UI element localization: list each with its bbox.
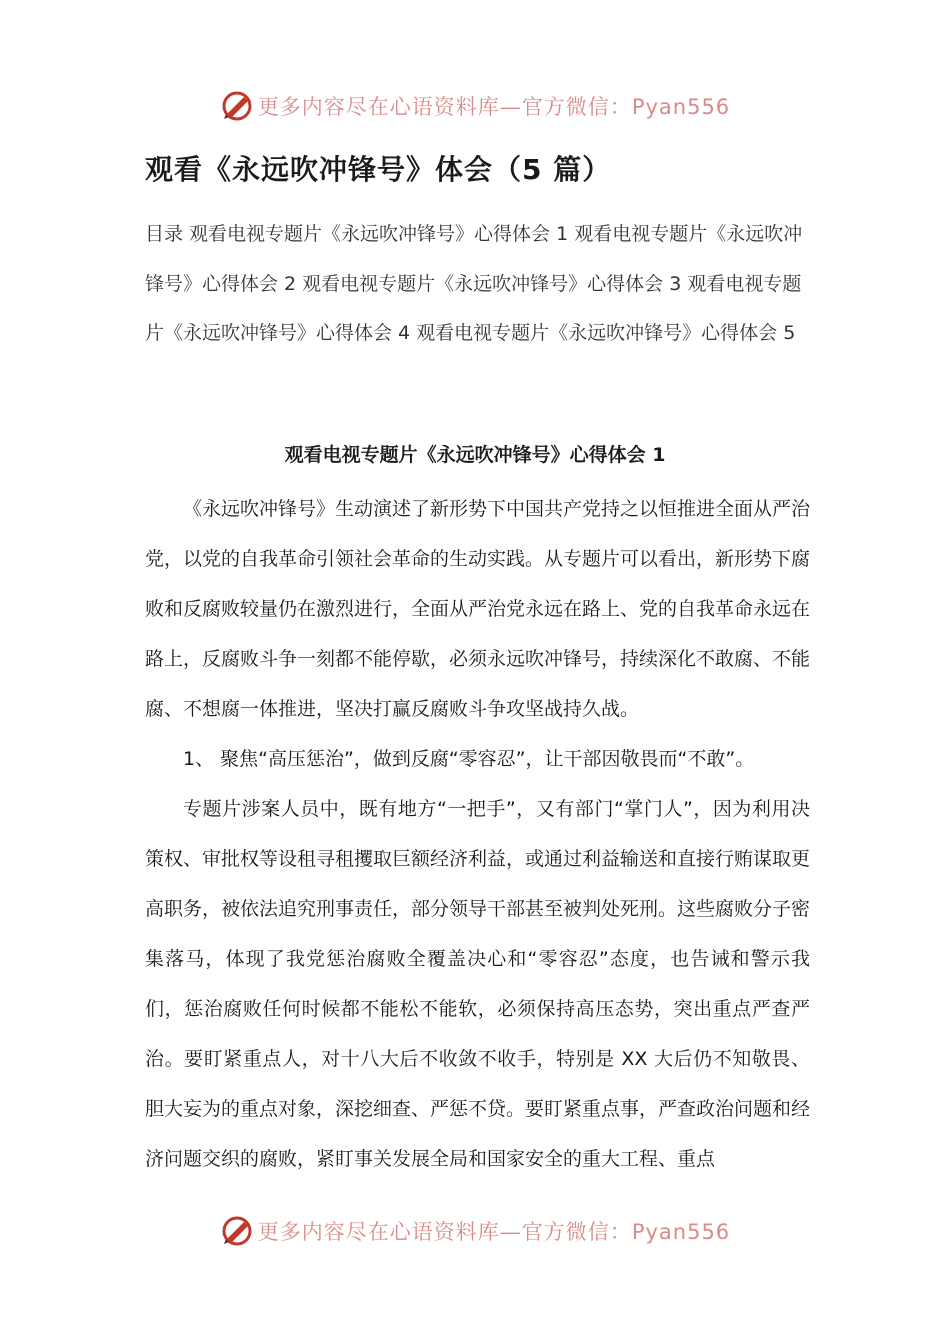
paragraph: 专题片涉案人员中，既有地方“一把手”，又有部门“掌门人”，因为利用决策权、审批权等设租寻租攫取巨额经济利益，或通过利益输送和直接行贿谋取更高职务，被依法追究刑事责任，部分领导干部甚至被判处死刑。这些腐败分子密集落马，体现了我党惩治腐败全覆盖决心和“零容忍”态度，也告诫和警示我们，惩治腐败任何时候都不能松不能软，必须保持高压态势，突出重点严查严治。要盯紧重点人，对十八大后不收敛不收手，特别是 XX 大后仍不知敬畏、胆大妄为的重点对象，深挖细查、严惩不贷。要盯紧重点事，严查政治问题和经济问题交织的腐败，紧盯事关发展全局和国家安全的重大工程、重点 xyxy=(145,798,811,1170)
pen-logo-icon xyxy=(220,1214,254,1248)
paragraph: 《永远吹冲锋号》生动演述了新形势下中国共产党持之以恒推进全面从严治党，以党的自我革命引领社会革命的生动实践。从专题片可以看出，新形势下腐败和反腐败较量仍在激烈进行，全面从严治党永远在路上、党的自我革命永远在路上，反腐败斗争一刻都不能停歇，必须永远吹冲锋号，持续深化不敢腐、不能腐、不想腐一体推进，坚决打赢反腐败斗争攻坚战持久战。 xyxy=(145,498,811,720)
footer-watermark-banner xyxy=(0,1211,950,1251)
banner-wechat-id: Pyan556 xyxy=(631,95,731,119)
banner-official-label: 官方微信： xyxy=(521,1220,632,1244)
banner-official-label: 官方微信： xyxy=(521,95,632,119)
table-of-contents: 目录 观看电视专题片《永远吹冲锋号》心得体会 1 观看电视专题片《永远吹冲锋号》心得体会 2 观看电视专题片《永远吹冲锋号》心得体会 3 观看电视专题片《永远吹冲锋号》心得体会 4 观看电视专题片《永远吹冲锋号》心得体会 5 xyxy=(145,223,803,344)
paragraph-point-heading: 1、 聚焦“高压惩治”，做到反腐“零容忍”，让干部因敬畏而“不敢”。 xyxy=(183,748,755,770)
banner-main-text: 更多内容尽在心语资料库 xyxy=(257,95,500,119)
document-title: 观看《永远吹冲锋号》体会（5 篇） xyxy=(145,153,612,186)
pen-logo-icon xyxy=(220,89,254,123)
banner-separator: — xyxy=(499,1220,522,1244)
banner-main-text: 更多内容尽在心语资料库 xyxy=(257,1220,500,1244)
body-text xyxy=(145,484,810,1184)
header-watermark-banner xyxy=(0,86,950,126)
section-heading: 观看电视专题片《永远吹冲锋号》心得体会 1 xyxy=(284,444,666,466)
banner-wechat-id: Pyan556 xyxy=(631,1220,731,1244)
banner-separator: — xyxy=(499,95,522,119)
